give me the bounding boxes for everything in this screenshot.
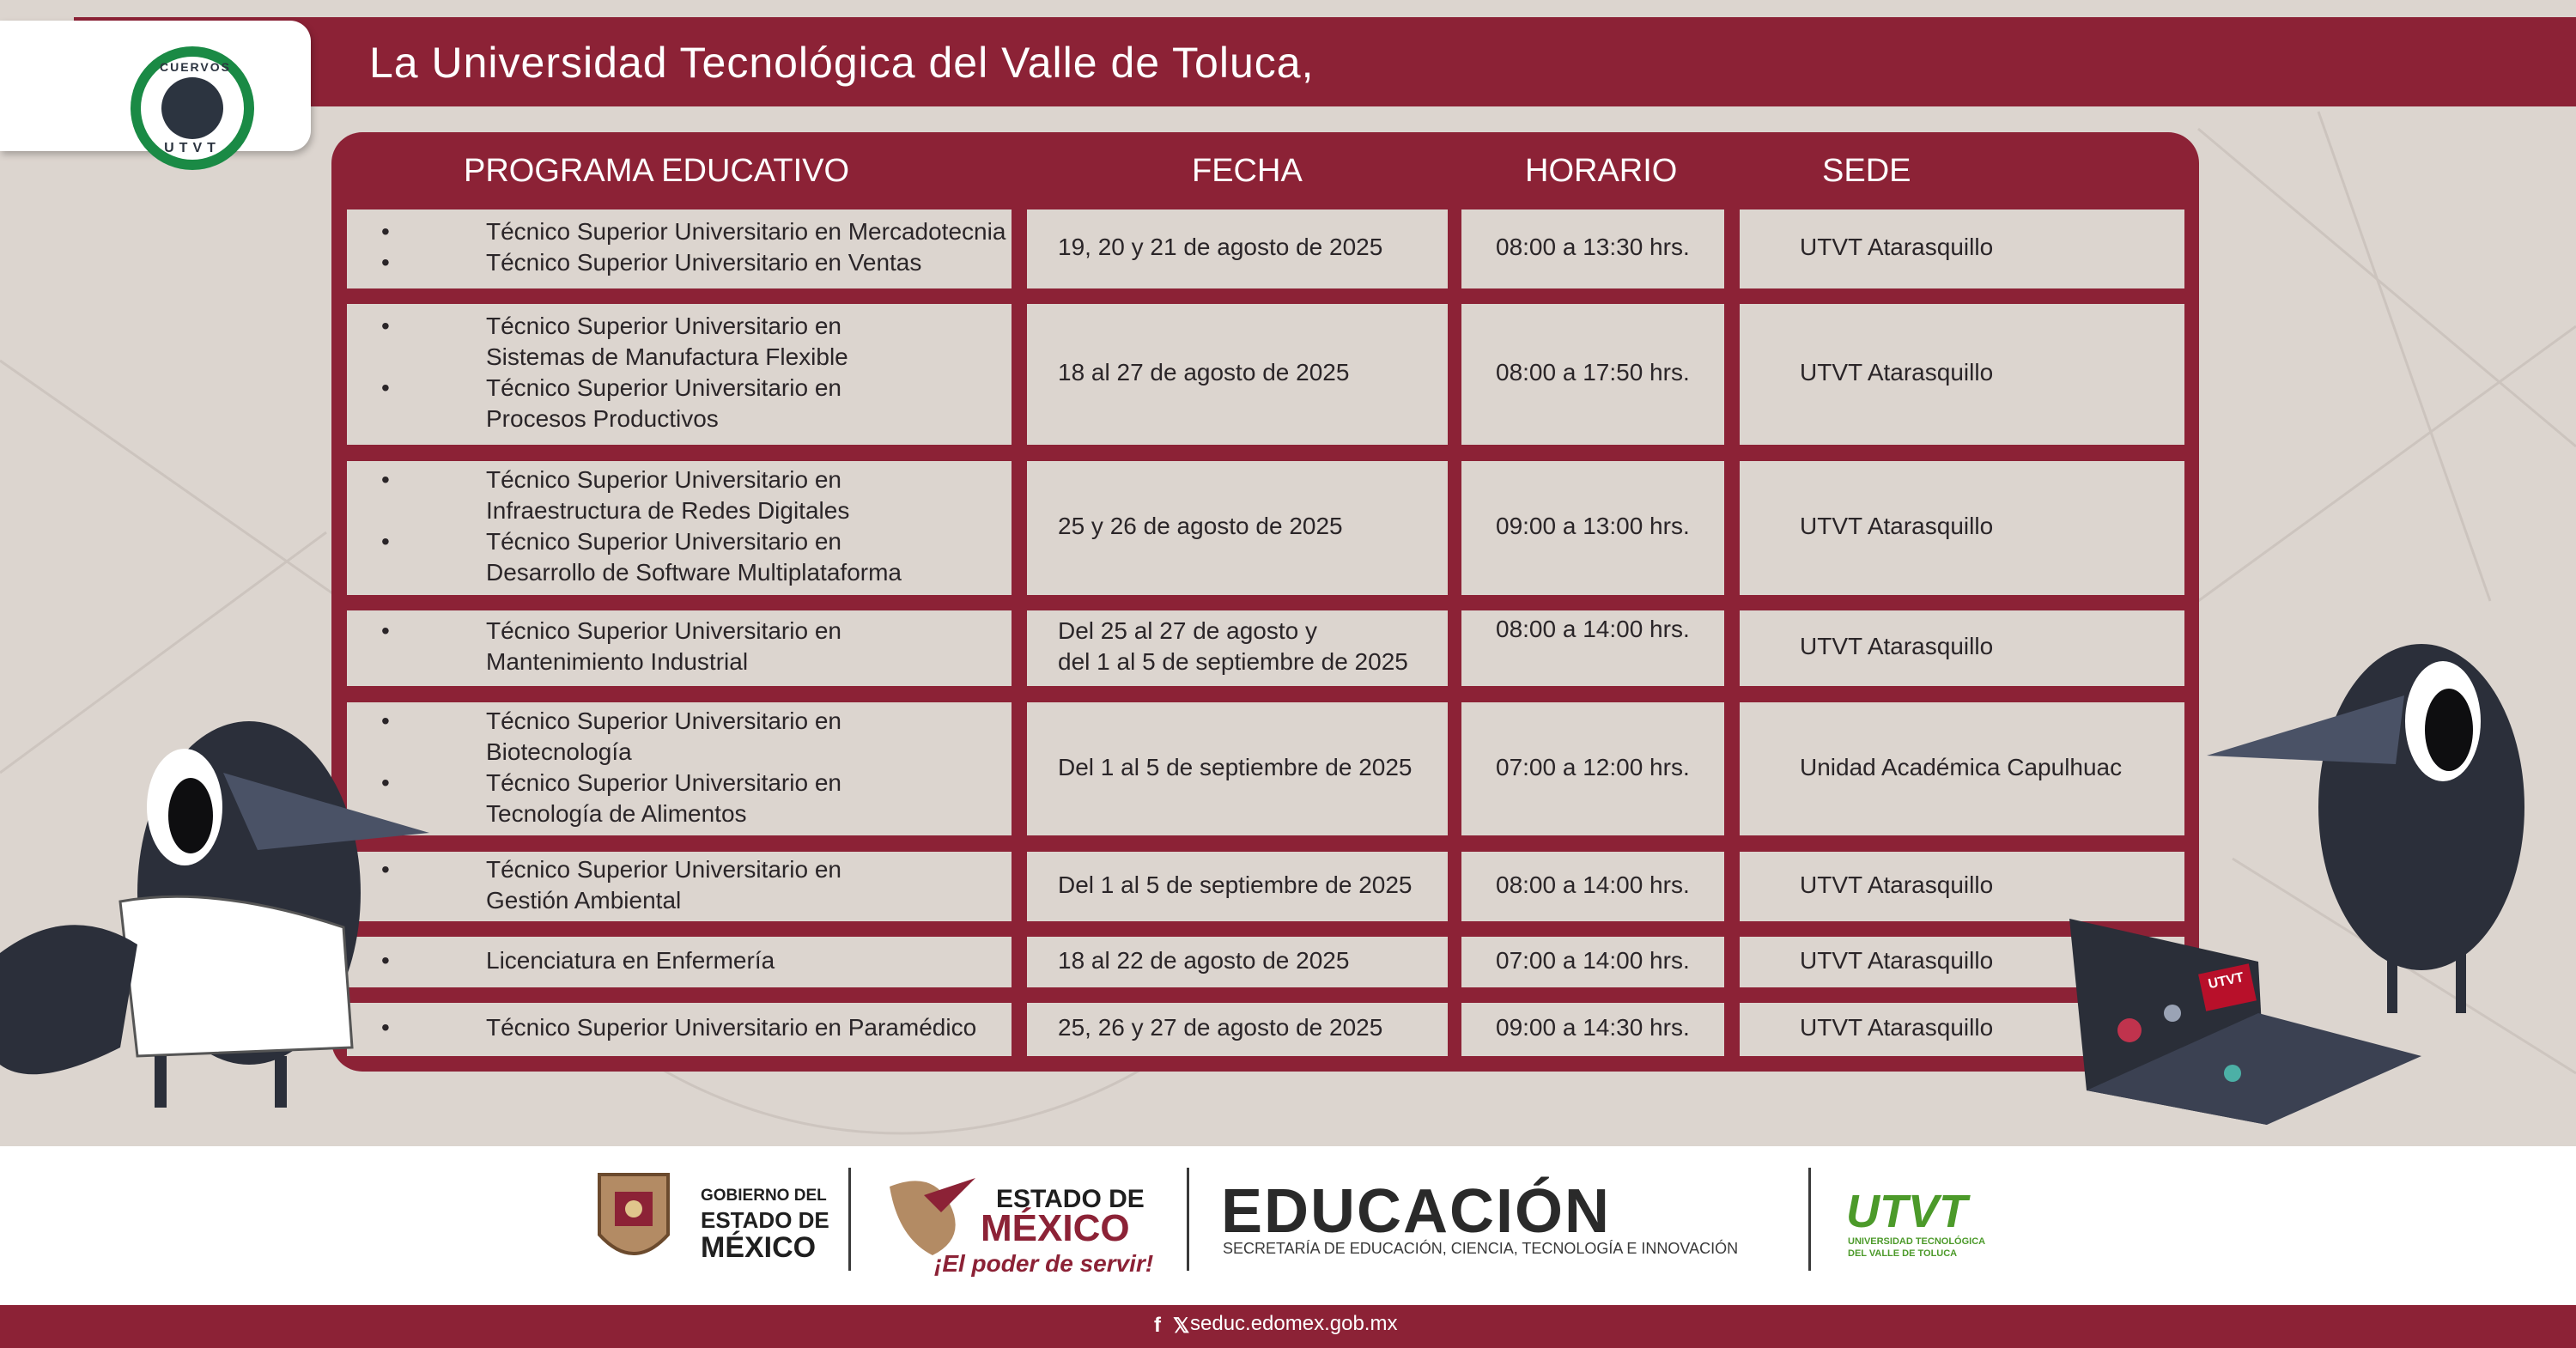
- fecha-text: 18 al 27 de agosto de 2025: [1058, 359, 1350, 386]
- bullet-icon: •: [381, 768, 390, 796]
- horario-text: 08:00 a 17:50 hrs.: [1496, 359, 1690, 386]
- program-line: Infraestructura de Redes Digitales: [486, 497, 850, 524]
- bullet-icon: •: [381, 466, 390, 493]
- column-header: FECHA: [1192, 153, 1303, 189]
- horario-text: 09:00 a 14:30 hrs.: [1496, 1014, 1690, 1041]
- footer-divider: [848, 1168, 851, 1271]
- gobierno-line1: GOBIERNO DEL: [701, 1187, 827, 1205]
- program-line: Biotecnología: [486, 738, 632, 765]
- bullet-icon: •: [381, 707, 390, 734]
- bullet-icon: •: [381, 218, 390, 245]
- fecha-text: 18 al 22 de agosto de 2025: [1058, 946, 1350, 974]
- fecha-text: del 1 al 5 de septiembre de 2025: [1058, 648, 1408, 675]
- program-line: Tecnología de Alimentos: [486, 799, 747, 827]
- fecha-text: 19, 20 y 21 de agosto de 2025: [1058, 234, 1383, 260]
- logo-bottom-text: UTVT: [164, 141, 221, 155]
- sede-text: UTVT Atarasquillo: [1800, 513, 1994, 539]
- sede-text: UTVT Atarasquillo: [1800, 1014, 1994, 1041]
- horario-text: 08:00 a 13:30 hrs.: [1496, 234, 1690, 260]
- horario-text: 07:00 a 12:00 hrs.: [1496, 753, 1690, 780]
- program-line: Técnico Superior Universitario en Mercadotecnia: [486, 218, 1006, 245]
- website-link[interactable]: seduc.edomex.gob.mx: [1190, 1312, 1398, 1335]
- program-line: Desarrollo de Software Multiplataforma: [486, 559, 902, 586]
- footer-divider: [1187, 1168, 1189, 1271]
- estado-line1: ESTADO DE: [996, 1185, 1145, 1213]
- program-line: Técnico Superior Universitario en: [486, 466, 841, 493]
- sede-text: UTVT Atarasquillo: [1800, 633, 1994, 659]
- bullet-icon: •: [381, 313, 390, 339]
- program-line: Técnico Superior Universitario en Ventas: [486, 249, 922, 276]
- page-title: La Universidad Tecnológica del Valle de Toluca,: [369, 39, 1315, 87]
- coat-of-arms-icon: [592, 1166, 675, 1272]
- bullet-icon: •: [381, 946, 390, 974]
- program-line: Técnico Superior Universitario en: [486, 617, 841, 644]
- program-line: Gestión Ambiental: [486, 886, 682, 914]
- educacion-title: EDUCACIÓN: [1221, 1177, 1612, 1246]
- column-header: SEDE: [1822, 153, 1911, 189]
- sede-text: Unidad Académica Capulhuac: [1800, 753, 2123, 780]
- fecha-text: 25 y 26 de agosto de 2025: [1058, 513, 1343, 539]
- facebook-icon[interactable]: f: [1154, 1314, 1161, 1337]
- column-header: HORARIO: [1525, 153, 1678, 189]
- program-line: Mantenimiento Industrial: [486, 648, 749, 675]
- utvt-line1: UNIVERSIDAD TECNOLÓGICA: [1848, 1236, 1986, 1247]
- program-line: Técnico Superior Universitario en: [486, 707, 841, 734]
- program-line: Sistemas de Manufactura Flexible: [486, 343, 848, 370]
- bullet-icon: •: [381, 1014, 390, 1041]
- logo-top-text: CUERVOS: [160, 60, 231, 74]
- estado-line2: MÉXICO: [981, 1207, 1130, 1249]
- program-line: Técnico Superior Universitario en: [486, 374, 841, 401]
- program-line: Licenciatura en Enfermería: [486, 946, 775, 974]
- bullet-icon: •: [381, 374, 390, 401]
- bullet-icon: •: [381, 855, 390, 883]
- sede-text: UTVT Atarasquillo: [1800, 359, 1994, 386]
- x-twitter-icon[interactable]: 𝕏: [1173, 1315, 1190, 1338]
- sede-text: UTVT Atarasquillo: [1800, 234, 1994, 260]
- utvt-logo: UTVT: [1846, 1186, 1967, 1237]
- program-line: Técnico Superior Universitario en Paramédico: [486, 1014, 977, 1041]
- logo-tab: [0, 21, 311, 155]
- horario-text: 09:00 a 13:00 hrs.: [1496, 513, 1690, 539]
- estado-slogan: ¡El poder de servir!: [934, 1250, 1154, 1277]
- gobierno-line3: MÉXICO: [701, 1231, 817, 1264]
- bullet-icon: •: [381, 249, 390, 276]
- program-line: Procesos Productivos: [486, 405, 719, 432]
- fecha-text: Del 1 al 5 de septiembre de 2025: [1058, 753, 1413, 780]
- sede-text: UTVT Atarasquillo: [1800, 946, 1994, 974]
- program-line: Técnico Superior Universitario en: [486, 855, 841, 883]
- bullet-icon: •: [381, 617, 390, 644]
- fecha-text: Del 1 al 5 de septiembre de 2025: [1058, 871, 1413, 898]
- educacion-subtitle: SECRETARÍA DE EDUCACIÓN, CIENCIA, TECNOLOGÍA E INNOVACIÓN: [1223, 1240, 1739, 1257]
- fecha-text: 25, 26 y 27 de agosto de 2025: [1058, 1014, 1383, 1041]
- bullet-icon: •: [381, 528, 390, 555]
- horario-text: 07:00 a 14:00 hrs.: [1496, 946, 1690, 974]
- utvt-sticker: UTVT: [2198, 963, 2257, 1011]
- raven-icon: [161, 77, 223, 139]
- horario-text: 08:00 a 14:00 hrs.: [1496, 616, 1690, 642]
- laptop-illustration: [2061, 910, 2430, 1133]
- footer-divider: [1808, 1168, 1811, 1271]
- crow-left-illustration: [0, 687, 447, 1142]
- sede-text: UTVT Atarasquillo: [1800, 871, 1994, 898]
- utvt-line2: DEL VALLE DE TOLUCA: [1848, 1248, 1958, 1259]
- column-header: PROGRAMA EDUCATIVO: [464, 153, 850, 189]
- program-line: Técnico Superior Universitario en: [486, 313, 841, 339]
- gobierno-line2: ESTADO DE: [701, 1207, 829, 1233]
- program-line: Técnico Superior Universitario en: [486, 768, 841, 796]
- program-line: Técnico Superior Universitario en: [486, 528, 841, 555]
- fecha-text: Del 25 al 27 de agosto y: [1058, 617, 1317, 644]
- horario-text: 08:00 a 14:00 hrs.: [1496, 871, 1690, 898]
- cuervos-utvt-logo: [131, 46, 254, 170]
